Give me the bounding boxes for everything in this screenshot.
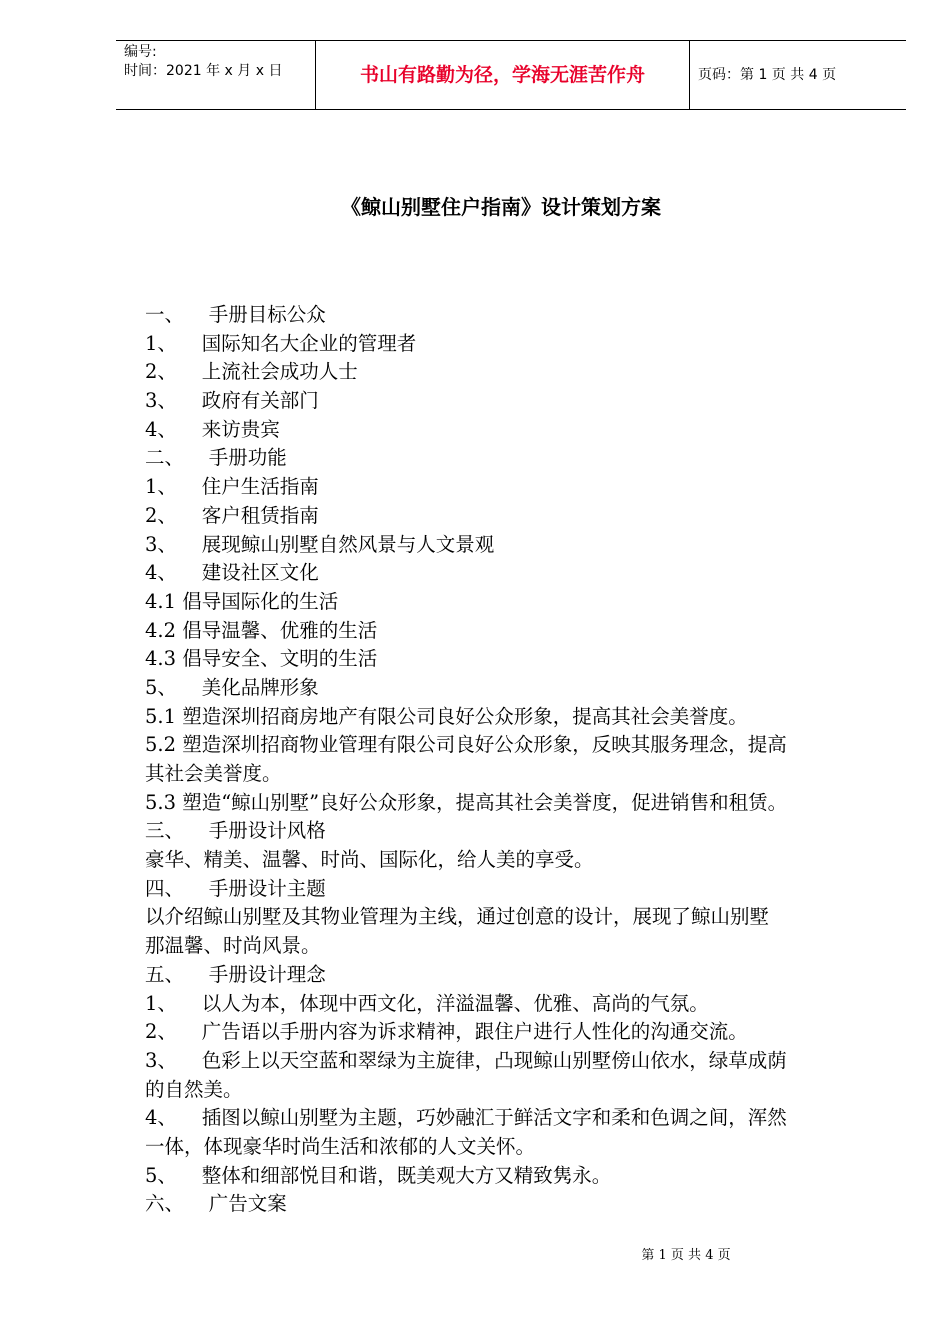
body-line: 4、 建设社区文化 xyxy=(145,561,319,585)
page-footer: 第 1 页 共 4 页 xyxy=(641,1248,731,1263)
body-line: 豪华、精美、温馨、时尚、国际化，给人美的享受。 xyxy=(145,848,594,872)
body-line: 3、 政府有关部门 xyxy=(145,389,319,413)
body-line: 4.2 倡导温馨、优雅的生活 xyxy=(145,618,378,642)
body-line: 5、 整体和细部悦目和谐，既美观大方又精致隽永。 xyxy=(145,1163,612,1187)
body-line: 5.3 塑造“鲸山别墅”良好公众形象，提高其社会美誉度，促进销售和租赁。 xyxy=(145,790,788,814)
body-line: 1、 国际知名大企业的管理者 xyxy=(145,331,417,355)
header-time-label: 时间：2021 年 x 月 x 日 xyxy=(124,63,283,79)
body-line: 其社会美誉度。 xyxy=(145,762,282,785)
body-line: 五、 手册设计理念 xyxy=(145,962,326,986)
body-line: 5、 美化品牌形象 xyxy=(145,675,319,699)
body-line: 4、 来访贵宾 xyxy=(145,417,280,441)
header-meta xyxy=(124,43,282,81)
body-line: 1、 住户生活指南 xyxy=(145,475,319,499)
header-number-label: 编号: xyxy=(124,44,157,60)
body-line: 的自然美。 xyxy=(145,1077,243,1101)
document-body xyxy=(145,301,905,1219)
body-line: 4、 插图以鲸山别墅为主题，巧妙融汇于鲜活文字和柔和色调之间，浑然 xyxy=(145,1106,787,1130)
body-line: 5.2 塑造深圳招商物业管理有限公司良好公众形象，反映其服务理念，提高 xyxy=(145,733,787,757)
body-line: 2、 客户租赁指南 xyxy=(145,503,319,527)
body-line: 2、 上流社会成功人士 xyxy=(145,360,358,384)
body-line: 三、 手册设计风格 xyxy=(145,819,326,843)
body-line: 以介绍鲸山别墅及其物业管理为主线，通过创意的设计，展现了鲸山别墅 xyxy=(145,905,770,929)
document-header xyxy=(116,40,906,110)
body-line: 4.1 倡导国际化的生活 xyxy=(145,589,339,613)
header-divider xyxy=(689,41,690,109)
body-line: 4.3 倡导安全、文明的生活 xyxy=(145,647,378,671)
document-title: 《鲸山别墅住户指南》设计策划方案 xyxy=(341,195,661,219)
body-line: 2、 广告语以手册内容为诉求精神，跟住户进行人性化的沟通交流。 xyxy=(145,1020,748,1044)
header-motto: 书山有路勤为径，学海无涯苦作舟 xyxy=(359,64,645,86)
body-line: 那温馨、时尚风景。 xyxy=(145,934,321,958)
header-page-info: 页码：第 1 页 共 4 页 xyxy=(698,67,837,83)
body-line: 一体，体现豪华时尚生活和浓郁的人文关怀。 xyxy=(145,1134,536,1158)
body-line: 3、 色彩上以天空蓝和翠绿为主旋律，凸现鲸山别墅傍山依水，绿草成荫 xyxy=(145,1048,787,1072)
body-line: 5.1 塑造深圳招商房地产有限公司良好公众形象，提高其社会美誉度。 xyxy=(145,704,748,728)
body-line: 1、 以人为本，体现中西文化，洋溢温馨、优雅、高尚的气氛。 xyxy=(145,991,709,1015)
body-line: 四、 手册设计主题 xyxy=(145,876,326,900)
body-line: 3、 展现鲸山别墅自然风景与人文景观 xyxy=(145,532,495,556)
body-line: 六、 广告文案 xyxy=(145,1192,287,1216)
body-line: 一、 手册目标公众 xyxy=(145,303,326,326)
body-line: 二、 手册功能 xyxy=(145,446,287,470)
